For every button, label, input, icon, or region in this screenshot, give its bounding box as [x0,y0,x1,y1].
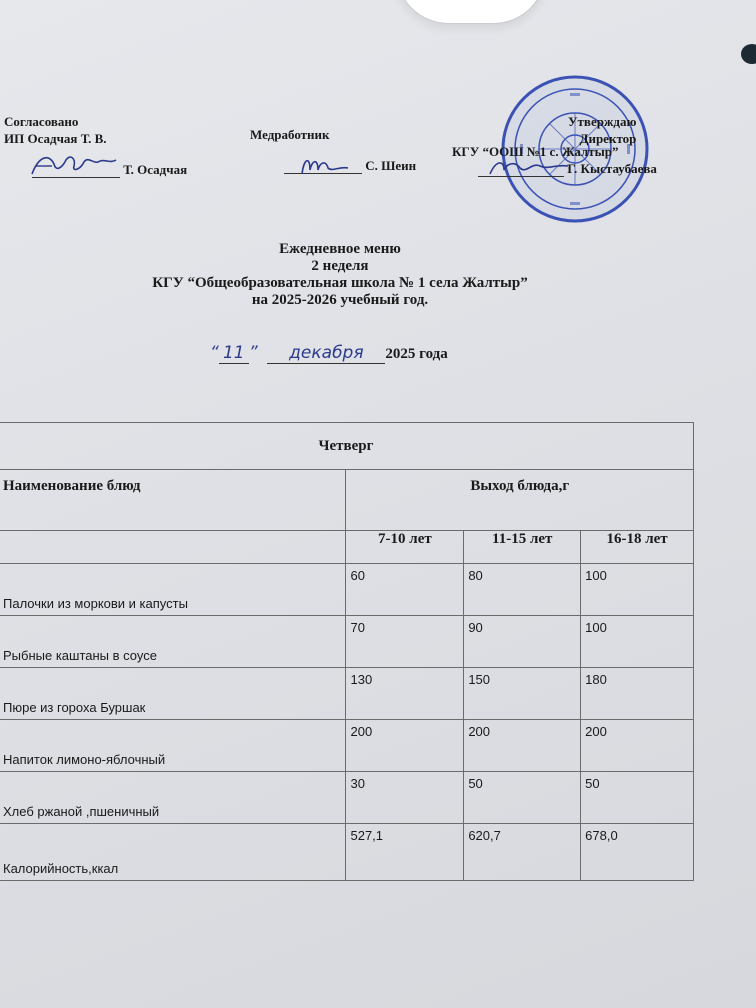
approve-signature-line [478,176,564,177]
dish-value-16-18: 180 [581,668,694,720]
dish-value-7-10: 70 [346,616,464,668]
date-month: декабря [267,343,385,364]
dish-value-16-18: 200 [581,720,694,772]
medic-signer: С. Шеин [365,158,417,173]
menu-date [210,343,448,364]
dish-name: Палочки из моркови и капусты [0,564,346,616]
title-line-2: 2 неделя [311,258,369,274]
approve-label: Утверждаю [568,114,637,129]
approve-position: Директор [579,131,637,146]
day-of-week: Четверг [0,423,694,470]
dish-name-header: Наименование блюд [0,470,346,531]
date-day: 11 [219,343,249,364]
menu-table [0,422,694,881]
date-close-quote: ” [248,343,258,363]
medic-label: Медработник [250,127,330,142]
title-line-4: на 2025-2026 учебный год. [251,292,429,308]
dish-name: Пюре из гороха Буршак [0,668,346,720]
approve-signer: Г. Кыстаубаева [567,161,657,176]
dish-value-7-10: 130 [346,668,464,720]
dish-value-7-10: 60 [346,564,464,616]
title-line-3: КГУ “Общеобразовательная школа № 1 села Жалтыр” [152,275,528,291]
dish-value-7-10: 30 [346,772,464,824]
approve-org: КГУ “ООШ №1 с. Жалтыр” [452,144,619,159]
dish-value-16-18: 50 [581,772,694,824]
dish-value-11-15: 90 [464,616,581,668]
calorie-label: Калорийность,ккал [0,824,346,881]
age-7-10: 7-10 лет [346,531,464,564]
agreed-label: Согласовано [4,114,79,129]
push-pin [741,44,756,64]
dish-name: Рыбные каштаны в соусе [0,616,346,668]
agreed-block [4,113,187,178]
age-spacer [0,531,346,564]
table-row [0,564,694,616]
dish-name: Напиток лимоно-яблочный [0,720,346,772]
calorie-7-10: 527,1 [346,824,464,881]
dish-value-11-15: 200 [464,720,581,772]
dish-value-7-10: 200 [346,720,464,772]
calorie-16-18: 678,0 [581,824,694,881]
dish-value-16-18: 100 [581,564,694,616]
table-row [0,772,694,824]
agreed-signer: Т. Осадчая [123,162,188,177]
title-line-1: Ежедневное меню [279,241,401,257]
approve-block-top [568,113,636,147]
dish-name: Хлеб ржаной ,пшеничный [0,772,346,824]
table-row [0,616,694,668]
medic-signature-line [284,173,362,174]
output-header: Выход блюда,г [346,470,694,531]
calorie-row [0,824,694,881]
table-row [0,720,694,772]
age-16-18: 16-18 лет [581,531,694,564]
dish-value-11-15: 50 [464,772,581,824]
menu-title [0,241,680,309]
dish-value-11-15: 150 [464,668,581,720]
age-11-15: 11-15 лет [464,531,581,564]
date-open-quote: “ [210,343,219,363]
calorie-11-15: 620,7 [464,824,581,881]
agreed-org: ИП Осадчая Т. В. [4,131,107,146]
medic-block [250,126,416,174]
agreed-signature-line [32,177,120,178]
dish-value-11-15: 80 [464,564,581,616]
table-row [0,668,694,720]
dish-value-16-18: 100 [581,616,694,668]
date-year: 2025 года [385,346,448,362]
approve-signer-row [478,160,657,177]
pin-glare [395,0,547,24]
